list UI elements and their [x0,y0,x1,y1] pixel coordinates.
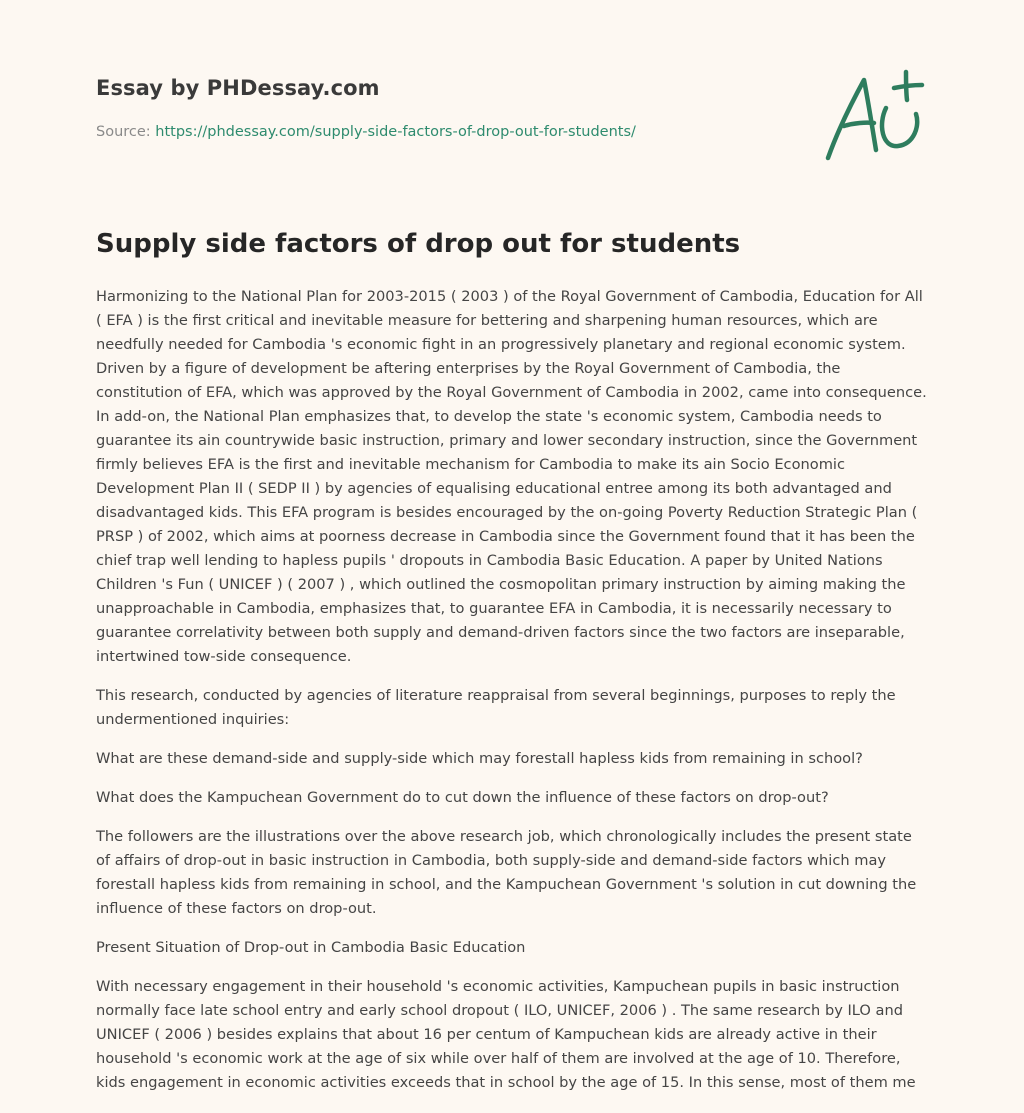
section-heading: Present Situation of Drop-out in Cambodia Basic Education [96,939,526,956]
paragraph: What are these demand-side and supply-side which may forestall hapless kids from remaining in school? [96,750,863,767]
paragraph: Harmonizing to the National Plan for 2003-2015 ( 2003 ) of the Royal Government of Cambodia, Education for All ( EFA ) is the first critical and inevitable measure for bettering and sharpening human resources, which are needfully needed for Cambodia 's economic fight in an progressively planetary and regional economic system. Driven by a figure of development be aftering enterprises by the Royal Government of Cambodia, the constitution of EFA, which was approved by the Royal Government of Cambodia in 2002, came into consequence. In add-on, the National Plan emphasizes that, to develop the state 's economic system, Cambodia needs to guarantee its ain countrywide basic instruction, primary and lower secondary instruction, since the Government firmly believes EFA is the first and inevitable mechanism for Cambodia to make its ain Socio Economic Development Plan II ( SEDP II ) by agencies of equalising educational entree among its both advantaged and disadvantaged kids. This EFA program is besides encouraged by the on-going Poverty Reduction Strategic Plan ( PRSP ) of 2002, which aims at poorness decrease in Cambodia since the Government found that it has been the chief trap well lending to hapless pupils ' dropouts in Cambodia Basic Education. A paper by United Nations Children 's Fun ( UNICEF ) ( 2007 ) , which outlined the cosmopolitan primary instruction by aiming making the unapproachable in Cambodia, emphasizes that, to guarantee EFA in Cambodia, it is necessarily necessary to guarantee correlativity between both supply and demand-driven factors since the two factors are inseparable, intertwined tow-side consequence. [96,288,927,665]
site-brand: Essay by PHDessay.com [96,76,380,100]
source-line [96,124,636,140]
paragraph: With necessary engagement in their household 's economic activities, Kampuchean pupils in basic instruction normally face late school entry and early school dropout ( ILO, UNICEF, 2006 ) . The same research by ILO and UNICEF ( 2006 ) besides explains that about 16 per centum of Kampuchean kids are already active in their household 's economic work at the age of six while over half of them are involved at the age of 10. Therefore, kids engagement in economic activities exceeds that in school by the age of 15. In this sense, most of them me [96,978,916,1091]
paragraph: What does the Kampuchean Government do to cut down the influence of these factors on drop-out? [96,789,829,806]
a-plus-logo-icon [822,66,928,166]
paragraph: The followers are the illustrations over the above research job, which chronologically includes the present state of affairs of drop-out in basic instruction in Cambodia, both supply-side and demand-side factors which may forestall hapless kids from remaining in school, and the Kampuchean Government 's solution in cut downing the influence of these factors on drop-out. [96,828,917,917]
paragraph: This research, conducted by agencies of literature reappraisal from several beginnings, purposes to reply the undermentioned inquiries: [96,687,896,728]
essay-title: Supply side factors of drop out for students [96,229,741,259]
essay-body [96,285,928,1110]
source-label: Source: [96,124,156,140]
source-link[interactable]: https://phdessay.com/supply-side-factors-of-drop-out-for-students/ [155,124,636,140]
